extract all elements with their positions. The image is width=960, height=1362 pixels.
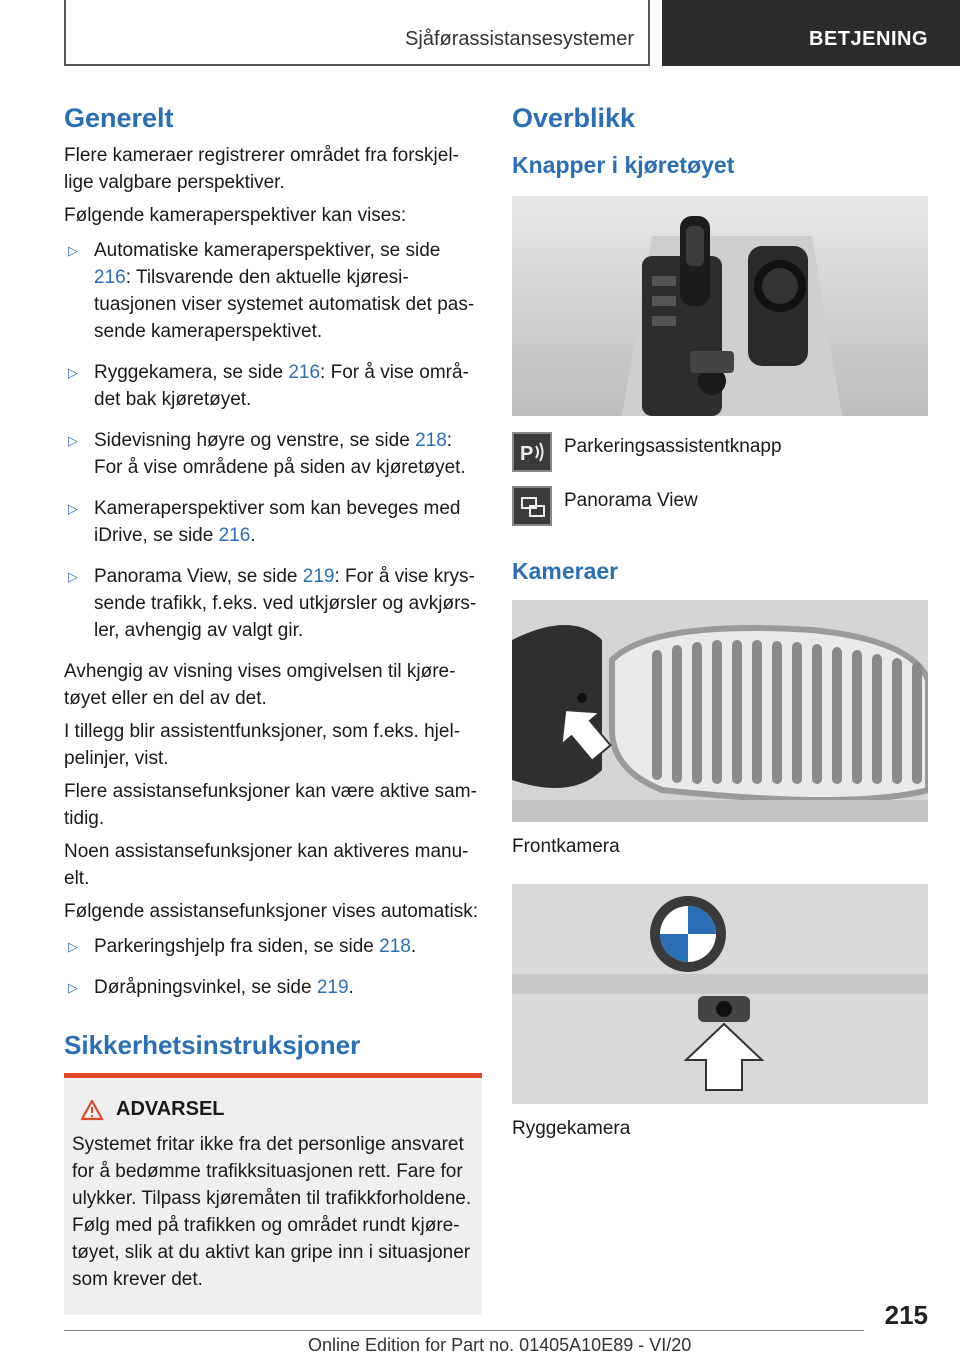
rear-camera-illustration xyxy=(512,884,928,1104)
front-grille-illustration xyxy=(512,600,928,822)
page-link[interactable]: 219 xyxy=(302,566,335,587)
page-link[interactable]: 218 xyxy=(379,936,411,957)
kameraer-heading: Kameraer xyxy=(512,558,619,584)
page-link[interactable]: 219 xyxy=(316,977,349,998)
safety-heading: Sikkerhetsinstruksjoner xyxy=(64,1030,361,1060)
warning-header xyxy=(80,1098,474,1121)
rear-camera-image xyxy=(512,884,928,1104)
center-console-image xyxy=(512,196,928,416)
list-item: ▷ Kameraperspektiver som kan beveges med iDrive, se side 216. xyxy=(64,495,482,549)
footer-edition: Online Edition for Part no. 01405A10E89 - VI/20 xyxy=(308,1335,692,1355)
knapper-heading: Knapper i kjøretøyet xyxy=(512,152,735,178)
footer-rule xyxy=(64,1330,864,1331)
triangle-bullet-icon: ▷ xyxy=(68,243,78,258)
paragraph-intro: Flere kameraer registrerer området fra forskjellige valgbare perspektiver. xyxy=(64,145,459,193)
generelt-heading: Generelt xyxy=(64,103,174,133)
panorama-view-icon xyxy=(512,486,552,526)
paragraph-perspectives: Følgende kameraperspektiver kan vises: xyxy=(64,205,407,226)
warning-box xyxy=(64,1078,482,1315)
list-item: ▷ Døråpningsvinkel, se side 219. xyxy=(64,974,482,1001)
running-header-box xyxy=(64,0,650,66)
list-item: ▷ Automatiske kameraperspektiver, se side 216: Tilsvarende den aktuelle kjøresituasjonen viser systemet automatisk det passende kameraperspektivet. xyxy=(64,237,482,345)
paragraph-manual: Noen assistansefunksjoner kan aktiveres manuelt. xyxy=(64,841,469,889)
triangle-bullet-icon: ▷ xyxy=(68,365,78,380)
rear-camera-caption: Ryggekamera xyxy=(512,1118,631,1139)
paragraph-automatic: Følgende assistansefunksjoner vises automatisk: xyxy=(64,901,478,922)
page-link[interactable]: 218 xyxy=(415,430,447,451)
perspective-list xyxy=(64,237,482,644)
triangle-bullet-icon: ▷ xyxy=(68,980,78,995)
right-column xyxy=(512,100,928,1140)
front-camera-image xyxy=(512,600,928,822)
triangle-bullet-icon: ▷ xyxy=(68,939,78,954)
button-row-parking xyxy=(512,432,928,472)
warning-triangle-icon xyxy=(80,1099,104,1121)
page-link[interactable]: 216 xyxy=(288,362,321,383)
center-console-illustration xyxy=(512,196,928,416)
warning-label: ADVARSEL xyxy=(116,1098,225,1120)
page-link[interactable]: 216 xyxy=(94,267,126,288)
button-row-panorama xyxy=(512,486,928,526)
paragraph-surroundings: Avhengig av visning vises omgivelsen til kjøretøyet eller en del av det. xyxy=(64,661,456,709)
triangle-bullet-icon: ▷ xyxy=(68,433,78,448)
page-number: 215 xyxy=(884,1300,928,1330)
triangle-bullet-icon: ▷ xyxy=(68,569,78,584)
svg-text:P: P xyxy=(520,443,534,465)
auto-functions-list xyxy=(64,933,482,1001)
list-item: ▷ Parkeringshjelp fra siden, se side 218. xyxy=(64,933,482,960)
overblikk-heading: Overblikk xyxy=(512,103,636,133)
page-link[interactable]: 216 xyxy=(218,525,251,546)
button-label: Parkeringsassistentknapp xyxy=(564,436,782,457)
button-label: Panorama View xyxy=(564,490,698,511)
front-camera-caption: Frontkamera xyxy=(512,836,620,857)
running-header-section: Sjåførassistansesystemer xyxy=(405,28,634,50)
chapter-tab-label: BETJENING xyxy=(809,28,928,50)
list-item: ▷ Sidevisning høyre og venstre, se side 218: For å vise områdene på siden av kjøretøyet. xyxy=(64,427,482,481)
left-column xyxy=(64,100,482,1315)
warning-text: Systemet fritar ikke fra det personlige ansvaret for å bedømme trafikksituasjonen rett. Fare for ulykker. Tilpass kjøremåten til trafikkforholdene. Følg med på trafikken og området rundt kjøretøyet, slik at du aktivt kan gripe inn i situasjoner som krever det. xyxy=(72,1134,472,1290)
paragraph-multiple: Flere assistansefunksjoner kan være aktive samtidig. xyxy=(64,781,477,829)
chapter-tab xyxy=(662,0,960,66)
list-item: ▷ Panorama View, se side 219: For å vise kryssende trafikk, f.eks. ved utkjørsler og avkjørsler, avhengig av valgt gir. xyxy=(64,563,482,644)
parking-assistant-icon xyxy=(512,432,552,472)
triangle-bullet-icon: ▷ xyxy=(68,501,78,516)
paragraph-helplines: I tillegg blir assistentfunksjoner, som f.eks. hjelpelinjer, vist. xyxy=(64,721,461,769)
list-item: ▷ Ryggekamera, se side 216: For å vise området bak kjøretøyet. xyxy=(64,359,482,413)
